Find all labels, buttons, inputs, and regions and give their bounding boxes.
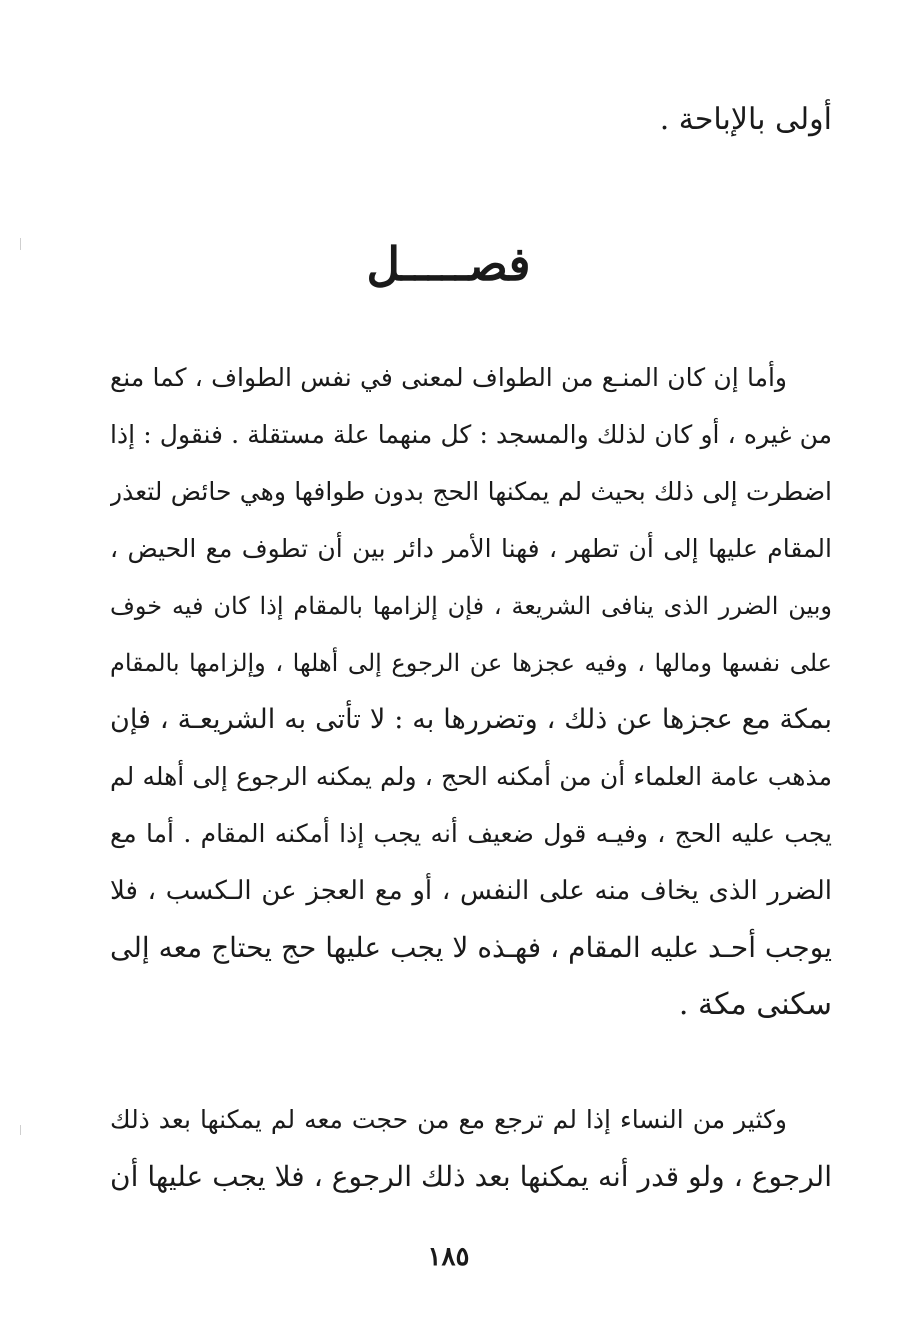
text-line: الضرر الذى يخاف منه على النفس ، أو مع العجز عن الـكسب ، فلا	[110, 876, 832, 906]
text-line: الرجوع ، ولو قدر أنه يمكنها بعد ذلك الرجوع ، فلا يجب عليها أن	[110, 1160, 832, 1193]
text-line: على نفسها ومالها ، وفيه عجزها عن الرجوع إلى أهلها ، وإلزامها بالمقام	[110, 649, 832, 677]
text-line: اضطرت إلى ذلك بحيث لم يمكنها الحج بدون طوافها وهي حائض لتعذر	[110, 477, 832, 506]
section-heading: فصـــــل	[366, 237, 531, 291]
text-line: من غيره ، أو كان لذلك والمسجد : كل منهما علة مستقلة . فنقول : إذا	[110, 420, 832, 449]
text-line: يوجب أحـد عليه المقام ، فهـذه لا يجب عليها حج يحتاج معه إلى	[110, 931, 832, 964]
text-line: وبين الضرر الذى ينافى الشريعة ، فإن إلزامها بالمقام إذا كان فيه خوف	[110, 592, 832, 620]
text-line: مذهب عامة العلماء أن من أمكنه الحج ، ولم يمكنه الرجوع إلى أهله لم	[110, 762, 832, 791]
margin-mark-bottom	[20, 1125, 21, 1135]
text-line: وأما إن كان المنـع من الطواف لمعنى في نفس الطواف ، كما منع	[110, 363, 787, 392]
page-number: ١٨٥	[427, 1242, 470, 1272]
text-line: وكثير من النساء إذا لم ترجع مع من حجت معه لم يمكنها بعد ذلك	[110, 1105, 787, 1134]
text-line: المقام عليها إلى أن تطهر ، فهنا الأمر دائر بين أن تطوف مع الحيض ،	[110, 534, 832, 563]
text-line: بمكة مع عجزها عن ذلك ، وتضررها به : لا تأتى به الشريعـة ، فإن	[110, 704, 832, 735]
continuation-line: أولى بالإباحة .	[659, 102, 832, 137]
text-line: سكنى مكة .	[678, 987, 832, 1022]
text-line: يجب عليه الحج ، وفيـه قول ضعيف أنه يجب إذا أمكنه المقام . أما مع	[110, 819, 832, 848]
